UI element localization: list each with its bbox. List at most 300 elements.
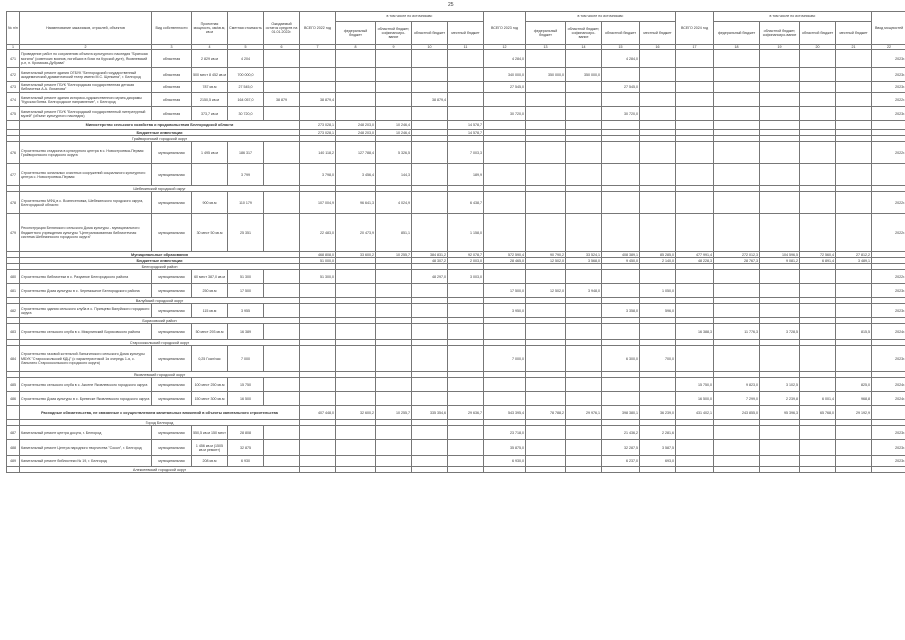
total-2023-cell: 23 718,0 [484, 426, 526, 440]
section-total-cell [714, 121, 760, 130]
regional-cofin-2023-cell [566, 93, 602, 107]
section-total-cell [448, 467, 484, 473]
federal-2022-cell [336, 324, 376, 340]
remainder-cell [264, 304, 300, 318]
regional-2022-cell: 48 297,0 [412, 270, 448, 284]
total-2022-cell: 38 879,4 [300, 93, 336, 107]
section-title: Алексеевский городской округ [20, 467, 300, 473]
section-title: Бюджетные инвестиции [20, 258, 300, 264]
section-row [7, 406, 905, 420]
section-title: Шебекинский городской округ [20, 186, 300, 192]
capacity-cell: 30 мест 50 кв.м [192, 214, 228, 252]
federal-2024-cell [714, 426, 760, 440]
local-2022-cell [448, 82, 484, 93]
regional-2023-cell [602, 392, 640, 406]
regional-2022-cell [412, 378, 448, 392]
regional-cofin-2022-cell [376, 440, 412, 456]
section-total-cell: 9 450,0 [602, 258, 640, 264]
object-name-cell: Реконструкция Белянского сельского Дома культуры - муниципального бюджетного учреждения культуры "Централизованная библиотечная система Шебекинского городского округа" [20, 214, 152, 252]
ownership-cell: муниципальная [152, 378, 192, 392]
column-number-cell: 14 [566, 45, 602, 50]
total-2024-cell [676, 164, 714, 186]
section-total-cell: 273 028,1 [300, 130, 336, 136]
row-number-cell: 480 [7, 270, 20, 284]
section-total-cell: 273 028,1 [300, 121, 336, 130]
header-group-2022: в том числе по источникам: [336, 12, 484, 22]
regional-cofin-2022-cell [376, 346, 412, 372]
regional-cofin-2024-cell [760, 270, 800, 284]
federal-2022-cell [336, 392, 376, 406]
object-name-cell: Строительство Дома культуры в с. Черемошное Белгородского района [20, 284, 152, 298]
capacity-cell: 115 кв.м [192, 304, 228, 318]
regional-2023-cell [602, 192, 640, 214]
local-2022-cell: 7 003,3 [448, 142, 484, 164]
object-name-cell: Строительство зональных очистных сооружений социального культурного центра с. Новостроевка-Первая [20, 164, 152, 186]
federal-2022-cell [336, 304, 376, 318]
regional-cofin-2023-cell [566, 164, 602, 186]
section-total-cell: 29 636,7 [448, 406, 484, 420]
section-total-cell [484, 121, 526, 130]
column-number-cell: 3 [152, 45, 192, 50]
federal-2022-cell [336, 82, 376, 93]
object-name-cell: Капитальный ремонт библиотеки № 19, г. Белгород [20, 456, 152, 467]
commissioning-year-cell: 2023г. [872, 68, 905, 82]
estimated-cost-cell: 30 720,0 [228, 107, 264, 121]
total-2023-cell [484, 142, 526, 164]
capacity-cell: 550,5 кв.м 150 мест [192, 426, 228, 440]
section-total-cell: 27 812,2 [836, 252, 872, 258]
header-regional-2024: областной бюджет [800, 22, 836, 45]
column-number-cell: 15 [602, 45, 640, 50]
estimated-cost-cell: 164 057,0 [228, 93, 264, 107]
section-total-cell: 51 000,0 [300, 258, 336, 264]
regional-2022-cell [412, 440, 448, 456]
regional-cofin-2023-cell [566, 50, 602, 68]
regional-cofin-2022-cell [376, 107, 412, 121]
regional-cofin-2023-cell [566, 392, 602, 406]
regional-cofin-2022-cell [376, 304, 412, 318]
federal-2022-cell [336, 440, 376, 456]
object-name-cell: Капитальный ремонт центра досуга, г. Белгород [20, 426, 152, 440]
local-2023-cell [640, 82, 676, 93]
table-row [7, 426, 905, 440]
federal-2023-cell [526, 426, 566, 440]
object-name-cell: Строительство здания сельского клуба в с. Принцево Валуйского городского округа [20, 304, 152, 318]
federal-2024-cell [714, 68, 760, 82]
regional-2022-cell [412, 426, 448, 440]
local-2024-cell [836, 440, 872, 456]
empty-cell [872, 467, 905, 473]
column-number-cell: 16 [640, 45, 676, 50]
section-total-cell [760, 121, 800, 130]
header-regional-2023: областной бюджет [602, 22, 640, 45]
object-name-cell: Строительство библиотеки в с. Разумное Белгородского района [20, 270, 152, 284]
regional-cofin-2023-cell [566, 426, 602, 440]
commissioning-year-cell: 2022г. [872, 142, 905, 164]
empty-cell [7, 406, 20, 420]
local-2023-cell [640, 392, 676, 406]
ownership-cell: областная [152, 107, 192, 121]
federal-2023-cell [526, 440, 566, 456]
total-2023-cell [484, 324, 526, 340]
object-name-cell: Капитальный ремонт ГБУК "Белгородская государственная детская библиотека А.А. Лиханова" [20, 82, 152, 93]
local-2023-cell: 3 587,5 [640, 440, 676, 456]
header-federal-2024: федеральный бюджет [714, 22, 760, 45]
table-row [7, 346, 905, 372]
header-federal-2022: федеральный бюджет [336, 22, 376, 45]
regional-2023-cell [602, 270, 640, 284]
section-total-cell: 431 402,1 [676, 406, 714, 420]
total-2022-cell [300, 456, 336, 467]
local-2024-cell [836, 107, 872, 121]
regional-2022-cell [412, 324, 448, 340]
section-title: Расходные обязательства, не связанные с осуществлением капитальных вложений в объекты капитального строительства [20, 406, 300, 420]
local-2024-cell: 825,0 [836, 378, 872, 392]
local-2022-cell [448, 68, 484, 82]
section-total-cell [336, 467, 376, 473]
estimated-cost-cell: 51 300 [228, 270, 264, 284]
section-total-cell: 10 255,7 [376, 252, 412, 258]
total-2022-cell: 3 798,0 [300, 164, 336, 186]
estimated-cost-cell: 4 204 [228, 50, 264, 68]
section-total-cell: 3 489,1 [836, 258, 872, 264]
column-number-cell: 12 [484, 45, 526, 50]
local-2022-cell: 6 438,7 [448, 192, 484, 214]
object-name-cell: Строительство сельского клуба в с. Микулинский Борисовского района [20, 324, 152, 340]
header-col-commissioning: Ввод мощностей [872, 12, 905, 45]
regional-cofin-2024-cell [760, 192, 800, 214]
commissioning-year-cell: 2023г. [872, 82, 905, 93]
ownership-cell: муниципальная [152, 346, 192, 372]
row-number-cell: 486 [7, 392, 20, 406]
regional-2023-cell: 3 358,0 [602, 304, 640, 318]
local-2023-cell: 1 050,0 [640, 284, 676, 298]
row-number-cell: 476 [7, 142, 20, 164]
ownership-cell: муниципальная [152, 426, 192, 440]
total-2022-cell: 51 300,0 [300, 270, 336, 284]
section-total-cell: 65 768,0 [800, 406, 836, 420]
ownership-cell: муниципальная [152, 270, 192, 284]
total-2022-cell [300, 284, 336, 298]
federal-2023-cell [526, 50, 566, 68]
empty-cell [872, 121, 905, 130]
section-total-cell [640, 467, 676, 473]
federal-2022-cell [336, 426, 376, 440]
total-2024-cell: 16 500,0 [676, 392, 714, 406]
regional-cofin-2023-cell: 3 948,0 [566, 284, 602, 298]
federal-2024-cell [714, 142, 760, 164]
federal-2022-cell [336, 68, 376, 82]
table-row [7, 456, 905, 467]
total-2023-cell: 17 500,0 [484, 284, 526, 298]
total-2023-cell [484, 270, 526, 284]
capacity-cell: 373,7 кв.м [192, 107, 228, 121]
header-col-cost: Сметная стоимость [228, 12, 264, 45]
regional-2023-cell: 27 545,0 [602, 82, 640, 93]
row-number-cell: 485 [7, 378, 20, 392]
regional-cofin-2023-cell [566, 456, 602, 467]
federal-2024-cell [714, 192, 760, 214]
object-name-cell: Капитальный ремонт Центра народного творчества "Сокол", г. Белгород [20, 440, 152, 456]
section-total-cell [836, 467, 872, 473]
commissioning-year-cell: 2023г. [872, 426, 905, 440]
regional-cofin-2024-cell: 3 102,5 [760, 378, 800, 392]
regional-cofin-2024-cell [760, 50, 800, 68]
local-2022-cell [448, 93, 484, 107]
local-2022-cell [448, 456, 484, 467]
row-number-cell: 478 [7, 192, 20, 214]
estimated-cost-cell: 32 875 [228, 440, 264, 456]
local-2023-cell: 700,0 [640, 346, 676, 372]
local-2022-cell [448, 378, 484, 392]
estimated-cost-cell: 25 351 [228, 214, 264, 252]
regional-2023-cell: 21 436,2 [602, 426, 640, 440]
header-regional-2022: областной бюджет [412, 22, 448, 45]
regional-cofin-2024-cell [760, 346, 800, 372]
total-2024-cell [676, 284, 714, 298]
column-number-cell: 4 [192, 45, 228, 50]
regional-cofin-2024-cell [760, 82, 800, 93]
regional-cofin-2022-cell [376, 456, 412, 467]
column-number-cell: 17 [676, 45, 714, 50]
section-total-cell: 477 991,4 [676, 252, 714, 258]
section-total-cell: 33 524,1 [566, 252, 602, 258]
ownership-cell: муниципальная [152, 214, 192, 252]
estimated-cost-cell: 16 389 [228, 324, 264, 340]
federal-2023-cell [526, 346, 566, 372]
section-total-cell: 90 790,2 [526, 252, 566, 258]
estimated-cost-cell: 110 179 [228, 192, 264, 214]
local-2022-cell: 3 003,0 [448, 270, 484, 284]
section-total-cell: 95 396,3 [760, 406, 800, 420]
table-body [7, 50, 905, 473]
regional-2022-cell [412, 107, 448, 121]
federal-2023-cell [526, 192, 566, 214]
section-total-cell: 32 600,2 [336, 406, 376, 420]
regional-2024-cell [800, 82, 836, 93]
ownership-cell: муниципальная [152, 192, 192, 214]
header-col-number: № п/п [7, 12, 20, 45]
section-total-cell: 85 285,0 [640, 252, 676, 258]
column-number-cell: 20 [800, 45, 836, 50]
regional-2024-cell [800, 426, 836, 440]
total-2022-cell [300, 324, 336, 340]
federal-2023-cell [526, 214, 566, 252]
section-total-cell [800, 121, 836, 130]
federal-2022-cell [336, 107, 376, 121]
local-2023-cell [640, 50, 676, 68]
estimated-cost-cell: 3 955 [228, 304, 264, 318]
row-number-cell: 481 [7, 284, 20, 298]
remainder-cell [264, 392, 300, 406]
section-total-cell: 36 239,0 [640, 406, 676, 420]
table-row [7, 142, 905, 164]
local-2022-cell: 1 158,0 [448, 214, 484, 252]
section-total-cell: 272 012,3 [714, 252, 760, 258]
commissioning-year-cell: 2023г. [872, 304, 905, 318]
local-2023-cell: 2 281,6 [640, 426, 676, 440]
section-total-cell: 248 203,0 [336, 121, 376, 130]
section-total-cell [836, 121, 872, 130]
header-col-total-2023: ВСЕГО 2023 год [484, 12, 526, 45]
column-number-cell: 6 [264, 45, 300, 50]
federal-2023-cell [526, 107, 566, 121]
capacity-cell: 50 мест 293 кв.м [192, 324, 228, 340]
federal-2022-cell [336, 93, 376, 107]
table-row [7, 378, 905, 392]
regional-cofin-2022-cell [376, 270, 412, 284]
federal-2024-cell [714, 214, 760, 252]
object-name-cell: Строительство газовой котельной Лапыгинского сельского Дома культуры МБУК "Старооскольский КДЦ" (с характеристикой 1я очередь 1-я, с. Лапыгино Старооскольского городского округа) [20, 346, 152, 372]
total-2024-cell [676, 456, 714, 467]
federal-2023-cell [526, 378, 566, 392]
total-2022-cell [300, 304, 336, 318]
federal-2022-cell [336, 270, 376, 284]
regional-cofin-2022-cell [376, 93, 412, 107]
header-regional-cofin-2023: областной бюджет, софинансиро-вание [566, 22, 602, 45]
section-total-cell: 33 600,2 [336, 252, 376, 258]
column-number-cell: 5 [228, 45, 264, 50]
section-total-cell [526, 467, 566, 473]
federal-2022-cell: 20 473,9 [336, 214, 376, 252]
regional-2022-cell [412, 304, 448, 318]
section-total-cell: 48 307,2 [412, 258, 448, 264]
local-2022-cell [448, 426, 484, 440]
object-name-cell: Капитальный ремонт здания ОГБУК "Белгородский государственный академический драматический театр имени М.С. Щепкина", г. Белгород [20, 68, 152, 82]
estimated-cost-cell: 700 000,0 [228, 68, 264, 82]
section-total-cell: 408 389,1 [602, 252, 640, 258]
commissioning-year-cell: 2023г. [872, 50, 905, 68]
regional-2024-cell [800, 440, 836, 456]
local-2024-cell: 815,5 [836, 324, 872, 340]
total-2024-cell [676, 50, 714, 68]
section-total-cell [300, 467, 336, 473]
federal-2023-cell [526, 324, 566, 340]
ownership-cell: муниципальная [152, 304, 192, 318]
regional-cofin-2022-cell: 4 024,9 [376, 192, 412, 214]
total-2024-cell [676, 107, 714, 121]
row-number-cell: 477 [7, 164, 20, 186]
row-number-cell: 482 [7, 304, 20, 318]
federal-2024-cell [714, 440, 760, 456]
remainder-cell [264, 440, 300, 456]
regional-cofin-2024-cell: 2 239,8 [760, 392, 800, 406]
federal-2023-cell [526, 82, 566, 93]
column-number-cell: 13 [526, 45, 566, 50]
section-title: Яковлевский городской округ [20, 372, 300, 378]
federal-2023-cell [526, 456, 566, 467]
total-2024-cell: 16 388,3 [676, 324, 714, 340]
total-2023-cell: 30 720,0 [484, 107, 526, 121]
column-number-cell: 8 [336, 45, 376, 50]
total-2022-cell [300, 346, 336, 372]
total-2023-cell [484, 392, 526, 406]
ownership-cell: муниципальная [152, 142, 192, 164]
regional-2024-cell [800, 378, 836, 392]
table-row [7, 82, 905, 93]
section-total-cell: 243 855,0 [714, 406, 760, 420]
regional-cofin-2024-cell [760, 284, 800, 298]
regional-2023-cell [602, 93, 640, 107]
regional-2022-cell: 38 879,4 [412, 93, 448, 107]
table-row [7, 324, 905, 340]
federal-2023-cell [526, 142, 566, 164]
regional-2023-cell [602, 142, 640, 164]
total-2024-cell [676, 214, 714, 252]
row-number-cell: 483 [7, 324, 20, 340]
regional-2022-cell [412, 346, 448, 372]
regional-cofin-2024-cell [760, 68, 800, 82]
federal-2024-cell [714, 82, 760, 93]
row-number-cell: 488 [7, 440, 20, 456]
local-2024-cell [836, 304, 872, 318]
section-total-cell [760, 467, 800, 473]
regional-cofin-2023-cell: 350 000,0 [566, 68, 602, 82]
table-row [7, 107, 905, 121]
ownership-cell: муниципальная [152, 392, 192, 406]
ownership-cell: муниципальная [152, 440, 192, 456]
ownership-cell: муниципальная [152, 456, 192, 467]
column-number-cell: 21 [836, 45, 872, 50]
section-total-cell: 468 808,0 [300, 252, 336, 258]
table-row [7, 68, 905, 82]
header-group-2023: в том числе по источникам: [526, 12, 676, 22]
regional-cofin-2024-cell [760, 456, 800, 467]
section-total-cell: 29 192,9 [836, 406, 872, 420]
column-number-cell: 1 [7, 45, 20, 50]
section-total-cell: 2 140,0 [640, 258, 676, 264]
regional-cofin-2024-cell [760, 93, 800, 107]
section-title: Белгородский район [20, 264, 300, 270]
section-total-cell: 2 003,0 [448, 258, 484, 264]
section-total-cell: 6 891,4 [800, 258, 836, 264]
local-2024-cell [836, 50, 872, 68]
remainder-cell [264, 68, 300, 82]
total-2024-cell: 15 750,0 [676, 378, 714, 392]
commissioning-year-cell: 2024г. [872, 378, 905, 392]
regional-cofin-2022-cell [376, 50, 412, 68]
regional-cofin-2022-cell [376, 426, 412, 440]
total-2023-cell: 340 000,0 [484, 68, 526, 82]
header-local-2023: местный бюджет [640, 22, 676, 45]
local-2024-cell [836, 346, 872, 372]
local-2022-cell [448, 324, 484, 340]
regional-2024-cell [800, 164, 836, 186]
total-2024-cell [676, 440, 714, 456]
regional-cofin-2023-cell [566, 107, 602, 121]
federal-2023-cell: 350 000,0 [526, 68, 566, 82]
regional-cofin-2022-cell [376, 68, 412, 82]
remainder-cell [264, 426, 300, 440]
capacity-cell: 250 кв.м [192, 284, 228, 298]
total-2023-cell [484, 378, 526, 392]
row-number-cell: 484 [7, 346, 20, 372]
capacity-cell: 1 495 кв.м [192, 142, 228, 164]
regional-2024-cell [800, 142, 836, 164]
regional-2024-cell: 6 001,4 [800, 392, 836, 406]
row-number-cell: 474 [7, 93, 20, 107]
federal-2023-cell [526, 164, 566, 186]
object-name-cell: Капитальный ремонт ГБУК "Белгородский государственный литературный музей" (объект культурного наследия) [20, 107, 152, 121]
section-total-cell: 384 831,2 [412, 252, 448, 258]
section-row [7, 121, 905, 130]
local-2024-cell [836, 142, 872, 164]
local-2024-cell [836, 93, 872, 107]
section-title: Борисовский район [20, 318, 300, 324]
regional-cofin-2023-cell [566, 142, 602, 164]
regional-2022-cell [412, 82, 448, 93]
regional-2024-cell [800, 107, 836, 121]
